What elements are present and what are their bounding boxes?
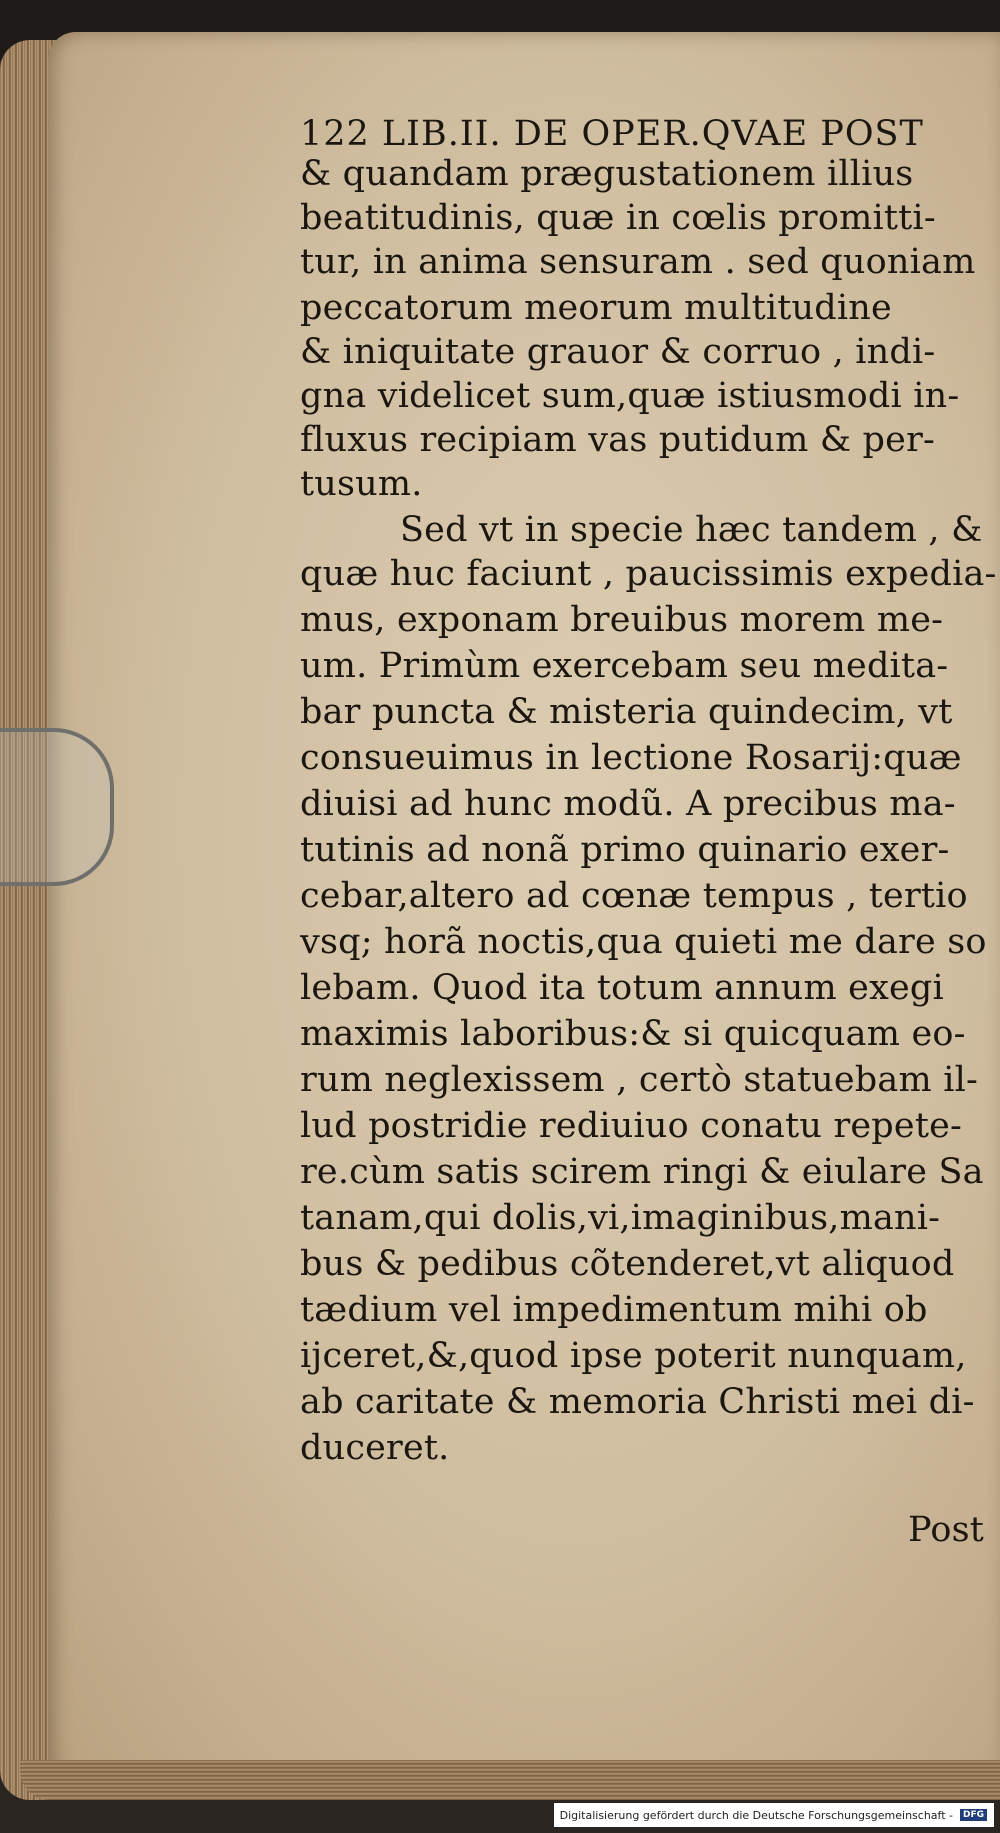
text-line-14: consueuimus in lectione Rosarij:quæ [300,738,962,778]
text-line-18: vsq; horã noctis,qua quieti me dare so [300,922,987,962]
text-line-27: ijceret,&,quod ipse poterit nunquam, [300,1336,967,1376]
text-line-9: Sed vt in specie hæc tandem , & [400,510,983,550]
text-line-8: tusum. [300,464,423,504]
dfg-logo: DFG [959,1808,988,1822]
text-line-28: ab caritate & memoria Christi mei di- [300,1382,975,1422]
text-line-13: bar puncta & misteria quindecim, vt [300,692,953,732]
text-line-16: tutinis ad nonã primo quinario exer- [300,830,950,870]
text-line-2: beatitudinis, quæ in cœlis promitti- [300,198,936,238]
text-line-25: bus & pedibus cõtenderet,vt aliquod [300,1244,955,1284]
text-line-24: tanam,qui dolis,vi,imaginibus,mani- [300,1198,941,1238]
running-head: 122 LIB.II. DE OPER.QVAE POST [300,114,924,154]
text-line-7: fluxus recipiam vas putidum & per- [300,420,936,460]
text-line-19: lebam. Quod ita totum annum exegi [300,968,944,1008]
footer-text: Digitalisierung gefördert durch die Deutsche Forschungsgemeinschaft - [559,1808,953,1822]
text-line-22: lud postridie rediuiuo conatu repete- [300,1106,963,1146]
text-line-5: & iniquitate grauor & corruo , indi- [300,332,936,372]
text-line-20: maximis laboribus:& si quicquam eo- [300,1014,966,1054]
page-clip [0,728,114,886]
text-line-15: diuisi ad hunc modũ. A precibus ma- [300,784,956,824]
text-line-23: re.cùm satis scirem ringi & eiulare Sa [300,1152,984,1192]
page-bottom-edges [20,1760,1000,1800]
text-line-4: peccatorum meorum multitudine [300,288,892,328]
text-line-26: tædium vel impedimentum mihi ob [300,1290,928,1330]
text-line-12: um. Primùm exercebam seu medita- [300,646,949,686]
footer-credit [554,1803,994,1827]
text-line-10: quæ huc faciunt , paucissimis expedia- [300,554,997,594]
text-line-1: & quandam prægustationem illius [300,154,914,194]
text-line-17: cebar,altero ad cœnæ tempus , tertio [300,876,968,916]
text-line-3: tur, in anima sensuram . sed quoniam [300,242,976,282]
text-line-11: mus, exponam breuibus morem me- [300,600,944,640]
text-line-29: duceret. [300,1428,450,1468]
text-line-6: gna videlicet sum,quæ istiusmodi in- [300,376,960,416]
catchword: Post [908,1510,985,1550]
text-line-21: rum neglexissem , certò statuebam il- [300,1060,979,1100]
